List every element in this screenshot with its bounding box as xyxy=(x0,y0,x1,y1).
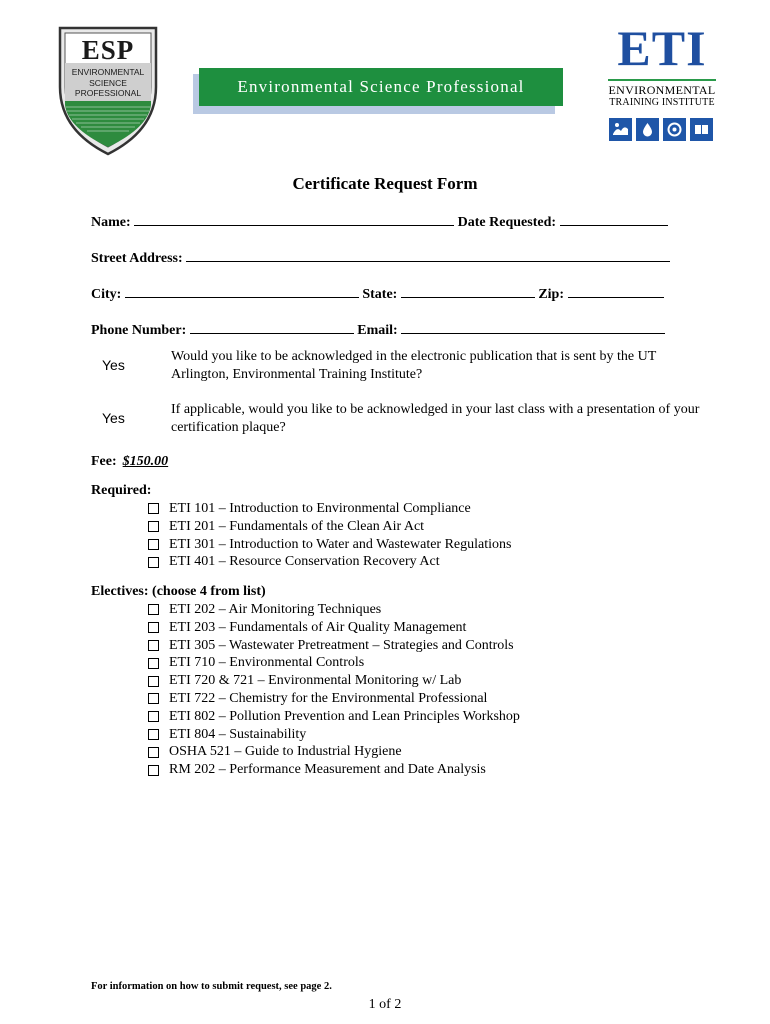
date-requested-field[interactable] xyxy=(560,211,668,226)
esp-logo-line: ENVIRONMENTAL xyxy=(71,67,145,77)
course-checkbox[interactable] xyxy=(148,765,159,776)
course-checkbox[interactable] xyxy=(148,693,159,704)
course-label: ETI 101 – Introduction to Environmental Compliance xyxy=(169,501,471,516)
list-item xyxy=(148,536,511,554)
list-item xyxy=(148,690,520,708)
name-field[interactable] xyxy=(134,211,454,226)
field-row-address xyxy=(91,247,670,267)
electives-heading: Electives: (choose 4 from list) xyxy=(91,584,266,599)
form-title: Certificate Request Form xyxy=(292,174,478,193)
list-item xyxy=(148,518,511,536)
esp-logo-line: PROFESSIONAL xyxy=(74,88,142,98)
course-label: ETI 401 – Resource Conservation Recovery Act xyxy=(169,554,440,570)
esp-logo xyxy=(56,25,160,157)
course-label: RM 202 – Performance Measurement and Date Analysis xyxy=(169,762,486,778)
list-item xyxy=(148,601,520,619)
course-checkbox[interactable] xyxy=(148,676,159,687)
eti-icon-strip xyxy=(609,118,719,142)
fee-label: Fee: xyxy=(91,454,117,469)
list-item xyxy=(148,708,520,726)
course-label: OSHA 521 – Guide to Industrial Hygiene xyxy=(169,744,402,760)
fee-line xyxy=(91,454,168,470)
street-address-field[interactable] xyxy=(186,247,670,262)
course-label: ETI 710 – Environmental Controls xyxy=(169,655,365,671)
email-field[interactable] xyxy=(401,319,665,334)
list-item xyxy=(148,672,520,690)
course-checkbox[interactable] xyxy=(148,729,159,740)
city-label: City: xyxy=(91,287,122,302)
eti-logo-line1: ENVIRONMENTAL xyxy=(608,83,716,97)
course-checkbox[interactable] xyxy=(148,521,159,532)
field-row-city xyxy=(91,283,664,303)
course-label: ETI 201 – Fundamentals of the Clean Air Act xyxy=(169,518,425,534)
field-row-name xyxy=(91,211,668,231)
course-checkbox[interactable] xyxy=(148,604,159,615)
water-drop-icon xyxy=(636,118,659,141)
required-heading: Required: xyxy=(91,483,152,498)
list-item xyxy=(148,726,520,744)
list-item xyxy=(148,654,520,672)
state-field[interactable] xyxy=(401,283,535,298)
course-label: ETI 722 – Chemistry for the Environmental Professional xyxy=(169,690,488,706)
course-checkbox[interactable] xyxy=(148,503,159,514)
air-icon xyxy=(609,118,632,141)
email-label: Email: xyxy=(357,323,398,338)
course-checkbox[interactable] xyxy=(148,557,159,568)
zip-label: Zip: xyxy=(538,287,565,302)
course-checkbox[interactable] xyxy=(148,658,159,669)
esp-logo-subtitle xyxy=(56,67,160,99)
publication-question: Would you like to be acknowledged in the electronic publication that is sent by the UT Arlington, Environmental Training Institute? xyxy=(171,349,656,382)
date-requested-label: Date Requested: xyxy=(457,215,557,230)
phone-label: Phone Number: xyxy=(91,323,187,338)
course-label: ETI 203 – Fundamentals of Air Quality Management xyxy=(169,619,467,635)
zip-field[interactable] xyxy=(568,283,664,298)
list-item xyxy=(148,743,520,761)
required-course-list xyxy=(148,500,511,571)
eti-logo xyxy=(606,20,718,146)
submission-note: For information on how to submit request, see page 2. xyxy=(91,981,332,992)
course-label: ETI 301 – Introduction to Water and Wastewater Regulations xyxy=(169,536,512,552)
course-checkbox[interactable] xyxy=(148,622,159,633)
list-item xyxy=(148,761,520,779)
list-item xyxy=(148,619,520,637)
book-icon xyxy=(690,118,713,141)
plaque-answer[interactable]: Yes xyxy=(102,410,125,426)
name-label: Name: xyxy=(91,215,131,230)
fee-amount: $150.00 xyxy=(122,454,169,469)
street-address-label: Street Address: xyxy=(91,251,183,266)
course-label: ETI 804 – Sustainability xyxy=(169,726,307,742)
list-item xyxy=(148,500,511,518)
course-label: ETI 202 – Air Monitoring Techniques xyxy=(169,602,382,617)
list-item xyxy=(148,553,511,571)
recycle-icon xyxy=(663,118,686,141)
course-checkbox[interactable] xyxy=(148,539,159,550)
publication-answer[interactable]: Yes xyxy=(102,357,125,373)
elective-course-list xyxy=(148,601,520,779)
field-row-contact xyxy=(91,319,665,339)
eti-logo-rule xyxy=(608,79,716,81)
esp-logo-title: ESP xyxy=(81,35,135,65)
eti-logo-title: ETI xyxy=(617,20,707,76)
program-banner: Environmental Science Professional xyxy=(199,68,563,106)
course-label: ETI 802 – Pollution Prevention and Lean Principles Workshop xyxy=(169,708,520,724)
state-label: State: xyxy=(362,287,398,302)
course-checkbox[interactable] xyxy=(148,747,159,758)
esp-logo-line: SCIENCE xyxy=(89,77,127,88)
phone-field[interactable] xyxy=(190,319,354,334)
course-label: ETI 720 & 721 – Environmental Monitoring w/ Lab xyxy=(169,673,462,689)
city-field[interactable] xyxy=(125,283,359,298)
plaque-question: If applicable, would you like to be acknowledged in your last class with a presentation of your certification plaque? xyxy=(171,402,700,435)
course-checkbox[interactable] xyxy=(148,640,159,651)
page-number: 1 of 2 xyxy=(368,997,402,1012)
course-checkbox[interactable] xyxy=(148,711,159,722)
list-item xyxy=(148,637,520,655)
course-label: ETI 305 – Wastewater Pretreatment – Strategies and Controls xyxy=(169,637,514,653)
eti-logo-line2: TRAINING INSTITUTE xyxy=(609,97,715,108)
